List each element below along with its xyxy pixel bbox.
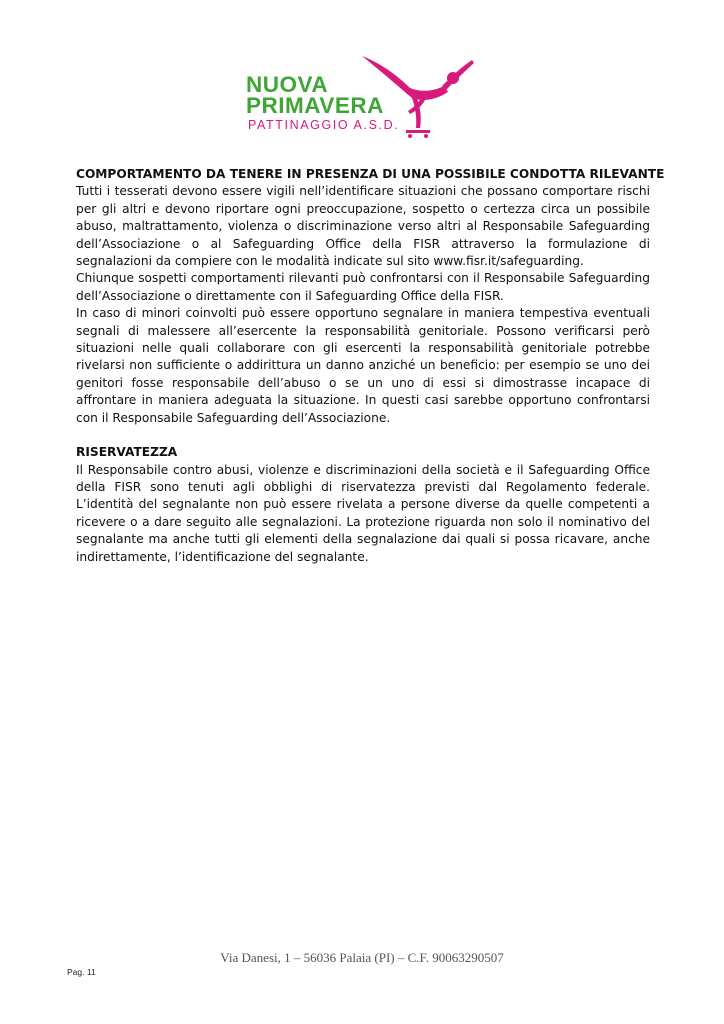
- page-number: Pag. 11: [67, 967, 96, 977]
- club-logo: [240, 48, 490, 143]
- paragraph-minori: In caso di minori coinvolti può essere opportuno segnalare in maniera tempestiva eventuali segnali di malessere all’esercente la responsabilità genitoriale. Possono verificarsi però situazioni nelle quali collaborare con gli esercenti la responsabilità genitoriale potrebbe rivelarsi non sufficiente o addirittura un danno anziché un beneficio: per esempio se uno dei genitori fosse responsabile dell’abuso o se un uno di essi si dimostrasse incapace di affrontare in maniera adeguata la situazione. In questi casi sarebbe opportuno confrontarsi con il Responsabile Safeguarding dell’Associazione.: [76, 306, 650, 425]
- section-heading-condotta: COMPORTAMENTO DA TENERE IN PRESENZA DI UNA POSSIBILE CONDOTTA RILEVANTE: [76, 167, 665, 181]
- document-body: [76, 166, 665, 566]
- footer-address: Via Danesi, 1 – 56036 Palaia (PI) – C.F. 90063290507: [220, 950, 504, 965]
- logo-text-primavera: PRIMAVERA: [246, 93, 384, 118]
- logo-text-pattinaggio: PATTINAGGIO A.S.D.: [248, 118, 400, 132]
- section-spacer: [76, 427, 650, 444]
- section-heading-riservatezza: RISERVATEZZA: [76, 445, 178, 460]
- paragraph-riservatezza: Il Responsabile contro abusi, violenze e discriminazioni della società e il Safeguarding Office della FISR sono tenuti agli obblighi di riservatezza previsti dal Regolamento federale. L’identità del segnalante non può essere rivelata a persone diverse da quelle competenti a ricevere o a dare seguito alle segnalazioni. La protezione riguarda non solo il nominativo del segnalante ma anche tutti gli elementi della segnalazione dai quali si possa ricavare, anche indirettamente, l’identificazione del segnalante.: [76, 462, 650, 564]
- paragraph-confronto: Chiunque sospetti comportamenti rilevanti può confrontarsi con il Responsabile Safeguarding dell’Associazione o direttamente con il Safeguarding Office della FISR.: [76, 271, 650, 303]
- logo-text-nuova: NUOVA: [246, 72, 329, 97]
- paragraph-segnalazione: Tutti i tesserati devono essere vigili nell’identificare situazioni che possano comportare rischi per gli altri e devono riportare ogni preoccupazione, sospetto o certezza circa un possibile abuso, maltrattamento, violenza o discriminazione verso altri al Responsabile Safeguarding dell’Associazione o al Safeguarding Office della FISR attraverso la formulazione di segnalazioni da compiere con le modalità indicate sul sito www.fisr.it/safeguarding.: [76, 184, 650, 269]
